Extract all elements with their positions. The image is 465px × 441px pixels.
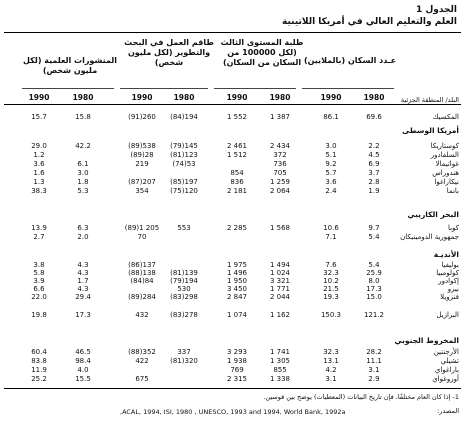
cell-res80: (81)320 [170,357,198,365]
row-label: بوليفيا [441,261,459,269]
cell-enr90: 1 975 [226,261,248,269]
header-region: البلد/ المنطقة الجزئية [400,96,459,104]
cell-pub90: 3.8 [33,261,45,269]
top-rule [4,32,461,33]
year-res-1980: 1980 [173,93,195,102]
cell-pub80: 3.0 [77,169,89,177]
cell-enr90: 1 552 [226,113,248,121]
cell-pub90: 5.8 [33,269,45,277]
cell-res90: (88)138 [128,269,156,277]
cell-res80: 337 [177,348,191,356]
cell-pop90: 32.3 [323,348,339,356]
cell-res90: (89)538 [128,142,156,150]
cell-enr80: 1 162 [269,311,291,319]
year-enr-1990: 1990 [226,93,248,102]
cell-pop80: 8.0 [368,277,380,285]
cell-pop80: 11.1 [366,357,382,365]
cell-pop80: 28.2 [366,348,382,356]
cell-enr80: 1 771 [269,285,291,293]
cell-res90: 675 [135,375,149,383]
cell-pop90: 5.1 [325,151,337,159]
cell-pop90: 3.6 [325,178,337,186]
cell-pop90: 7.6 [325,261,337,269]
row-label: كوستاريكا [430,142,459,150]
cell-res80: (81)139 [170,269,198,277]
cell-enr90: 2 315 [226,375,248,383]
cell-pub80: 5.3 [77,187,89,195]
cell-enr80: 1 305 [269,357,291,365]
cell-res80: (85)197 [170,178,198,186]
year-pub-1980: 1980 [72,93,94,102]
row-label: فنزويلا [440,293,459,301]
cell-pop80: 121.2 [363,311,385,319]
cell-pub90: 3.9 [33,277,45,285]
row-label: هندوراس [432,169,459,177]
cell-res80: (79)145 [170,142,198,150]
cell-pop90: 4.2 [325,366,337,374]
cell-res90: 70 [137,233,147,241]
year-pub-1990: 1990 [28,93,50,102]
cell-res90: (89)1 205 [124,224,160,232]
cell-res90: (91)260 [128,113,156,121]
row-label: بيرو [447,285,459,293]
cell-enr80: 1 024 [269,269,291,277]
cell-pub80: 4.3 [77,269,89,277]
cell-res80: (81)123 [170,151,198,159]
group-caribbean: البحر الكاريبي [407,210,459,219]
cell-pub90: 3.6 [33,160,45,168]
cell-pub80: 98.4 [75,357,91,365]
cell-pub90: 38.3 [31,187,47,195]
cell-enr80: 2 064 [269,187,291,195]
cell-pop80: 15.0 [366,293,382,301]
source-label: المصدر: [437,407,459,415]
group-andes: الأنديـة [433,250,459,259]
table-number: الجدول 1 [416,5,457,15]
row-label: بانما [446,187,459,195]
header-rule [4,104,461,105]
cell-pop80: 5.4 [368,233,380,241]
cell-res90: 432 [135,311,149,319]
cell-pop80: 69.6 [366,113,382,121]
cell-pub90: 1.6 [33,169,45,177]
cell-pop80: 9.7 [368,224,380,232]
cell-pop80: 1.9 [368,187,380,195]
cell-res90: (89)284 [128,293,156,301]
row-label: الأرجنتين [433,348,459,356]
bottom-rule [4,388,461,389]
cell-pop90: 2.4 [325,187,337,195]
cell-res80: (79)194 [170,277,198,285]
cell-pub90: 25.2 [31,375,47,383]
row-label: أوروغواي [432,375,459,383]
cell-res80: (84)194 [170,113,198,121]
year-pop-1990: 1990 [320,93,342,102]
cell-res80: 553 [177,224,191,232]
cell-res80: (83)298 [170,293,198,301]
cell-enr80: 3 321 [269,277,291,285]
cell-res90: (89)28 [130,151,154,159]
group-southern-cone: المخروط الجنوبي [394,336,459,345]
cell-pop80: 17.3 [366,285,382,293]
header-researchers: طاقم العمل في البحث والتطوير (لكل مليون شخص) [124,38,214,67]
cell-pub80: 4.3 [77,261,89,269]
cell-enr80: 1 741 [269,348,291,356]
cell-pop80: 2.9 [368,375,380,383]
cell-enr90: 1 938 [226,357,248,365]
footnote: 1- إذا كان العام مختلفًا، فإن تاريخ البيانات (المعطيات) يوضح بين قوسين. [263,393,459,401]
cell-enr90: 2 181 [226,187,248,195]
cell-enr90: 1 074 [226,311,248,319]
row-label: غواتيمالا [435,160,459,168]
source-text: ,ACAL, 1994, ISI, 1980 , UNESCO, 1993 and 1994, World Bank, 1992a [120,408,346,416]
cell-pub80: 15.5 [75,375,91,383]
cell-pop80: 3.7 [368,169,380,177]
header-enrollment: طلبة المستوى الثالث (لكل 100000 من السكان من السكان) [220,38,304,67]
cell-res90: (88)352 [128,348,156,356]
cell-enr80: 1 387 [269,113,291,121]
cell-enr80: 1 494 [269,261,291,269]
cell-res90: 219 [135,160,149,168]
cell-enr90: 836 [230,178,244,186]
cell-pop80: 25.9 [366,269,382,277]
table-title: العلم والتعليم العالي في أمريكا اللاتينية [282,17,457,27]
cell-pop90: 19.3 [323,293,339,301]
cell-pub80: 4.3 [77,285,89,293]
cell-pop90: 10.6 [323,224,339,232]
cell-res90: 354 [135,187,149,195]
cell-pop80: 3.1 [368,366,380,374]
cell-res90: (84)84 [130,277,154,285]
cell-enr80: 855 [273,366,287,374]
row-label: البرازيل [436,311,459,319]
cell-pop90: 9.2 [325,160,337,168]
cell-res80: (83)278 [170,311,198,319]
cell-pop90: 5.7 [325,169,337,177]
cell-pub90: 2.7 [33,233,45,241]
cell-enr90: 3 450 [226,285,248,293]
row-label: تشيلي [440,357,459,365]
cell-pop80: 5.4 [368,261,380,269]
cell-res80: (74)53 [172,160,196,168]
cell-pub80: 2.0 [77,233,89,241]
cell-res80: (75)120 [170,187,198,195]
cell-pub80: 15.8 [75,113,91,121]
cell-pub80: 6.1 [77,160,89,168]
cell-pop90: 3.1 [325,375,337,383]
cell-pop80: 2.8 [368,178,380,186]
cell-pub90: 13.9 [31,224,47,232]
cell-enr80: 705 [273,169,287,177]
row-label: السلفادور [430,151,459,159]
cell-enr80: 372 [273,151,287,159]
cell-pub90: 29.0 [31,142,47,150]
cell-pop80: 2.2 [368,142,380,150]
cell-enr90: 1 496 [226,269,248,277]
cell-pub80: 4.0 [77,366,89,374]
cell-enr90: 2 461 [226,142,248,150]
cell-pub80: 46.5 [75,348,91,356]
cell-pub80: 6.3 [77,224,89,232]
cell-pub80: 1.7 [77,277,89,285]
year-res-1990: 1990 [131,93,153,102]
row-label: المكسيك [432,113,459,121]
cell-pop80: 6.9 [368,160,380,168]
year-pop-1980: 1980 [363,93,385,102]
cell-pub90: 60.4 [31,348,47,356]
cell-enr80: 2 044 [269,293,291,301]
cell-pub80: 42.2 [75,142,91,150]
row-label: جمهورية الدومينيكان [400,233,459,241]
year-enr-1980: 1980 [269,93,291,102]
cell-pub90: 83.8 [31,357,47,365]
cell-pop90: 32.3 [323,269,339,277]
cell-pub80: 17.3 [75,311,91,319]
cell-enr80: 736 [273,160,287,168]
cell-pub90: 1.2 [33,151,45,159]
cell-enr90: 1 950 [226,277,248,285]
cell-pop90: 7.1 [325,233,337,241]
cell-pub90: 6.6 [33,285,45,293]
cell-pub90: 11.9 [31,366,47,374]
cell-enr80: 1 259 [269,178,291,186]
cell-pop90: 3.0 [325,142,337,150]
cell-pub90: 19.8 [31,311,47,319]
cell-enr90: 2 847 [226,293,248,301]
cell-pub90: 1.3 [33,178,45,186]
cell-res90: 422 [135,357,149,365]
header-population: عـدد السكان (بالملايين) [303,56,397,65]
cell-pop80: 4.5 [368,151,380,159]
cell-enr90: 3 293 [226,348,248,356]
cell-pop90: 21.5 [323,285,339,293]
row-label: كوبا [447,224,459,232]
row-label: باراغواي [434,366,459,374]
cell-res90: (87)207 [128,178,156,186]
cell-pub80: 1.8 [77,178,89,186]
cell-pop90: 10.2 [323,277,339,285]
cell-pop90: 150.3 [320,311,342,319]
cell-pop90: 86.1 [323,113,339,121]
row-label: إكوادور [438,277,459,285]
cell-res90: (86)137 [128,261,156,269]
cell-enr90: 854 [230,169,244,177]
cell-enr80: 1 568 [269,224,291,232]
cell-enr80: 2 434 [269,142,291,150]
row-label: نيكاراغوا [434,178,459,186]
cell-pop90: 13.1 [323,357,339,365]
header-publications: المنشورات العلمية (لكل مليون شخص) [23,56,117,75]
cell-enr90: 2 285 [226,224,248,232]
cell-pub90: 15.7 [31,113,47,121]
cell-res80: 530 [177,285,191,293]
cell-pub90: 22.0 [31,293,47,301]
cell-enr90: 1 512 [226,151,248,159]
row-label: كولومبيا [436,269,459,277]
cell-enr80: 1 338 [269,375,291,383]
cell-pub80: 29.4 [75,293,91,301]
cell-enr90: 769 [230,366,244,374]
group-central-america: أمريكا الوسطى [402,126,459,135]
